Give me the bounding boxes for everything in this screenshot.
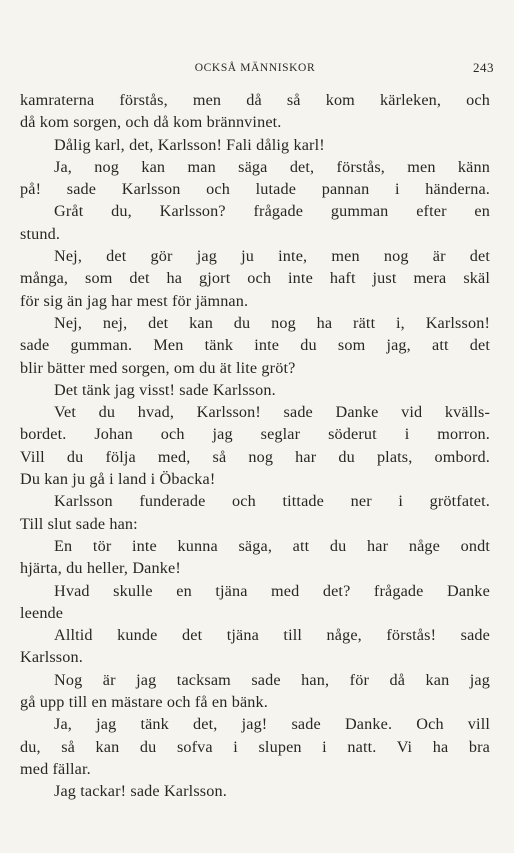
text-line: hjärta, du heller, Danke! — [20, 559, 181, 578]
running-header — [20, 60, 494, 76]
text-line: för sig än jag har mest för jämnan. — [20, 291, 249, 310]
text-line: på! sade Karlsson och lutade pannan i händerna. — [20, 180, 490, 199]
text-line: Alltid kunde det tjäna till någe, förstås! sade — [54, 626, 490, 645]
text-line: Ja, nog kan man säga det, förstås, men känn — [54, 157, 490, 176]
running-title: OCKSÅ MÄNNISKOR — [194, 62, 316, 74]
text-line: Gråt du, Karlsson? frågade gumman efter en — [54, 202, 490, 221]
text-line: Dålig karl, det, Karlsson! Fali dålig karl! — [54, 135, 325, 154]
page-number: 243 — [473, 60, 494, 75]
text-line: Vill du följa med, så nog har du plats, ombord. — [20, 447, 490, 466]
body-text — [20, 89, 490, 803]
text-line: Till slut sade han: — [20, 514, 138, 533]
text-line: Nej, nej, det kan du nog ha rätt i, Karlsson! — [54, 313, 490, 332]
text-line: många, som det ha gjort och inte haft just mera skäl — [20, 269, 490, 288]
text-line: med fällar. — [20, 759, 91, 778]
text-line: Jag tackar! sade Karlsson. — [54, 782, 227, 801]
text-line: leende — [20, 603, 64, 622]
text-line: Karlsson. — [20, 648, 83, 667]
text-line: bordet. Johan och jag seglar söderut i morron. — [20, 425, 490, 444]
text-line: gå upp till en mästare och få en bänk. — [20, 693, 268, 712]
text-line: blir bätter med sorgen, om du ät lite gröt? — [20, 358, 296, 377]
text-line: sade gumman. Men tänk inte du som jag, att det — [20, 336, 490, 355]
text-line: kamraterna förstås, men då så kom kärleken, och — [20, 91, 490, 109]
text-line: Nej, det gör jag ju inte, men nog är det — [54, 247, 490, 266]
text-line: Ja, jag tänk det, jag! sade Danke. Och vill — [54, 715, 490, 734]
text-line: Nog är jag tacksam sade han, för då kan jag — [54, 670, 490, 689]
text-line: då kom sorgen, och då kom brännvinet. — [20, 113, 282, 132]
text-line: stund. — [20, 224, 61, 243]
text-line: Hvad skulle en tjäna med det? frågade Danke — [54, 581, 490, 600]
text-line: En tör inte kunna säga, att du har någe ondt — [54, 536, 490, 555]
text-line: Karlsson funderade och tittade ner i grötfatet. — [54, 492, 490, 511]
text-line: du, så kan du sofva i slupen i natt. Vi ha bra — [20, 737, 490, 756]
text-line: Du kan ju gå i land i Öbacka! — [20, 470, 216, 489]
text-line: Vet du hvad, Karlsson! sade Danke vid kvälls- — [54, 403, 490, 422]
text-line: Det tänk jag visst! sade Karlsson. — [54, 380, 276, 399]
